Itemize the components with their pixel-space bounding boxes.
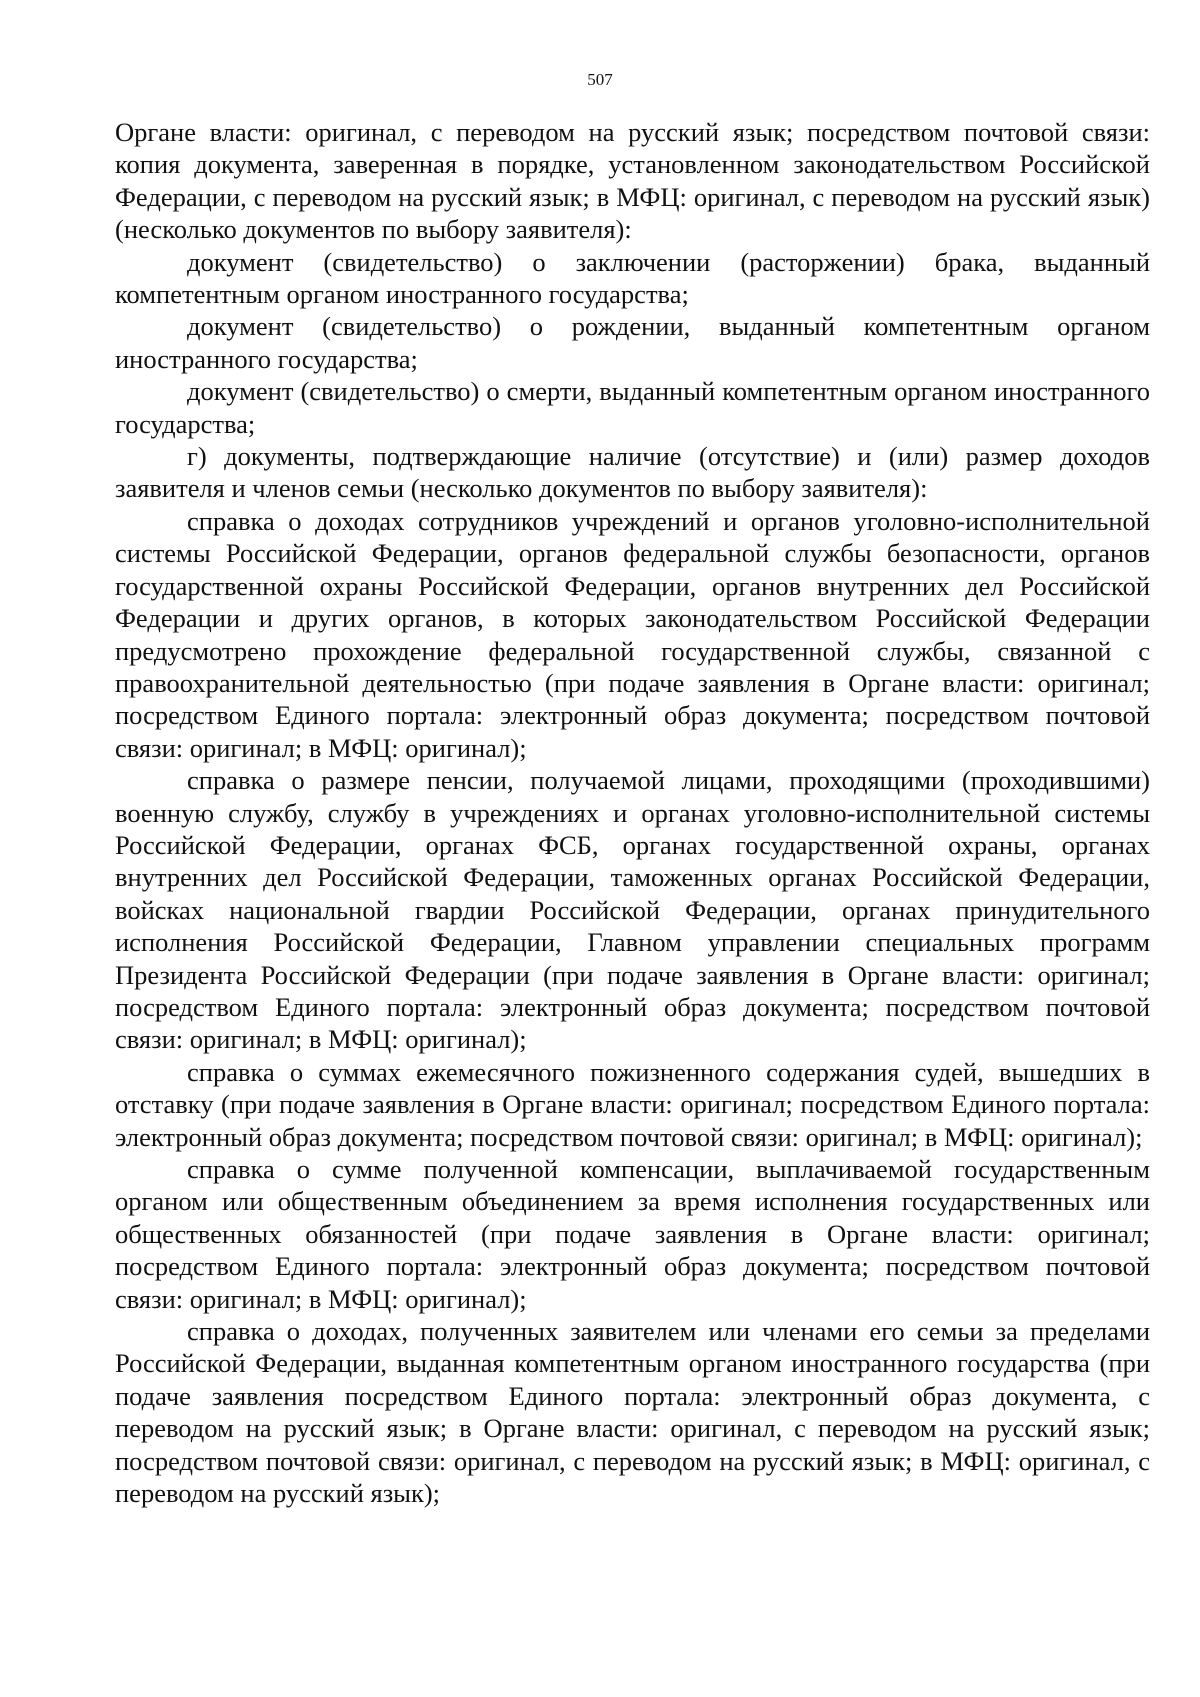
paragraph-death-certificate: документ (свидетельство) о смерти, выданный компетентным органом иностранного государства; [115, 376, 1150, 439]
page-number: 507 [587, 70, 613, 89]
paragraph-foreign-income-certificate: справка о доходах, полученных заявителем или членами его семьи за пределами Российской Федерации, выданная компетентным органом иностранного государства (при подаче заявления посредством Единого портала: электронный образ документа, с переводом на русский язык; в Органе власти: оригинал, с переводом на русский язык; посредством почтовой связи: оригинал, с переводом на русский язык; в МФЦ: оригинал, с переводом на русский язык); [115, 1316, 1150, 1509]
paragraph-birth-certificate: документ (свидетельство) о рождении, выданный компетентным органом иностранного государства; [115, 311, 1150, 374]
paragraph-employee-income-certificate: справка о доходах сотрудников учреждений и органов уголовно-исполнительной системы Российской Федерации, органов федеральной службы безопасности, органов государственной охраны Российской Федерации, органов внутренних дел Российской Федерации и других органов, в которых законодательством Российской Федерации предусмотрено прохождение федеральной государственной службы, связанной с правоохранительной деятельностью (при подаче заявления в Органе власти: оригинал; посредством Единого портала: электронный образ документа; посредством почтовой связи: оригинал; в МФЦ: оригинал); [115, 505, 1150, 763]
paragraph-income-documents-heading: г) документы, подтверждающие наличие (отсутствие) и (или) размер доходов заявителя и членов семьи (несколько документов по выбору заявителя): [115, 441, 1150, 504]
paragraph-compensation-certificate: справка о сумме полученной компенсации, выплачиваемой государственным органом или общественным объединением за время исполнения государственных или общественных обязанностей (при подаче заявления в Органе власти: оригинал; посредством Единого портала: электронный образ документа; посредством почтовой связи: оригинал; в МФЦ: оригинал); [115, 1154, 1150, 1314]
paragraph-pension-certificate: справка о размере пенсии, получаемой лицами, проходящими (проходившими) военную службу, службу в учреждениях и органах уголовно-исполнительной системы Российской Федерации, органах ФСБ, органах государственной охраны, органах внутренних дел Российской Федерации, таможенных органах Российской Федерации, войсках национальной гвардии Российской Федерации, органах принудительного исполнения Российской Федерации, Главном управлении специальных программ Президента Российской Федерации (при подаче заявления в Органе власти: оригинал; посредством Единого портала: электронный образ документа; посредством почтовой связи: оригинал; в МФЦ: оригинал); [115, 765, 1150, 1055]
document-body [115, 116, 1150, 1509]
paragraph-continuation: Органе власти: оригинал, с переводом на русский язык; посредством почтовой связи: копия документа, заверенная в порядке, установленном законодательством Российской Федерации, с переводом на русский язык; в МФЦ: оригинал, с переводом на русский язык) (несколько документов по выбору заявителя): [115, 117, 1150, 245]
paragraph-marriage-certificate: документ (свидетельство) о заключении (расторжении) брака, выданный компетентным органом иностранного государства; [115, 246, 1150, 310]
paragraph-judges-allowance-certificate: справка о суммах ежемесячного пожизненного содержания судей, вышедших в отставку (при подаче заявления в Органе власти: оригинал; посредством Единого портала: электронный образ документа; посредством почтовой связи: оригинал; в МФЦ: оригинал); [115, 1056, 1150, 1152]
